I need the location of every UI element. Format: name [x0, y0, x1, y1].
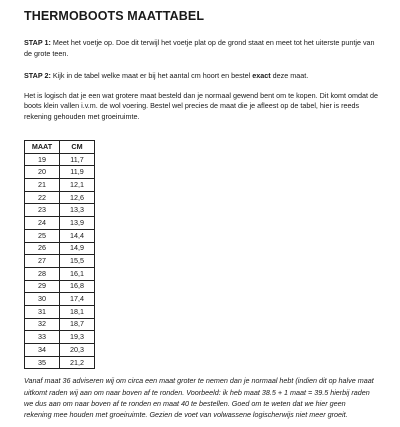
size-cell: 35 — [25, 356, 60, 369]
table-row — [25, 356, 95, 369]
table-row — [25, 293, 95, 306]
cm-cell: 12,6 — [60, 191, 95, 204]
size-cell: 29 — [25, 280, 60, 293]
step-1-text: Meet het voetje op. Doe dit terwijl het voetje plat op de grond staat en meet tot het uiterste puntje van de grote teen. — [24, 38, 375, 58]
size-cell: 26 — [25, 242, 60, 255]
table-row — [25, 204, 95, 217]
document-title: THERMOBOOTS MAATTABEL — [24, 9, 205, 23]
table-row — [25, 255, 95, 268]
table-row — [25, 318, 95, 331]
table-row — [25, 217, 95, 230]
size-cell: 25 — [25, 229, 60, 242]
table-row — [25, 267, 95, 280]
cm-cell: 12,1 — [60, 179, 95, 192]
step-2-paragraph — [24, 71, 380, 82]
cm-cell: 13,3 — [60, 204, 95, 217]
cm-cell: 15,5 — [60, 255, 95, 268]
size-table-body — [25, 153, 95, 369]
table-row — [25, 166, 95, 179]
size-cell: 21 — [25, 179, 60, 192]
table-row — [25, 344, 95, 357]
cm-cell: 16,1 — [60, 267, 95, 280]
step-2-text-before: Kijk in de tabel welke maat er bij het aantal cm hoort en bestel — [50, 71, 253, 80]
size-cell: 33 — [25, 331, 60, 344]
cm-cell: 19,3 — [60, 331, 95, 344]
table-row — [25, 305, 95, 318]
size-cell: 28 — [25, 267, 60, 280]
cm-cell: 14,4 — [60, 229, 95, 242]
table-row — [25, 331, 95, 344]
step-2-label: STAP 2: — [24, 71, 51, 80]
cm-cell: 11,7 — [60, 153, 95, 166]
size-cell: 23 — [25, 204, 60, 217]
size-table-header-row — [25, 141, 95, 154]
cm-cell: 18,7 — [60, 318, 95, 331]
size-cell: 30 — [25, 293, 60, 306]
column-header-maat: MAAT — [25, 141, 60, 154]
table-row — [25, 153, 95, 166]
size-table — [24, 140, 95, 369]
size-cell: 20 — [25, 166, 60, 179]
column-header-cm: CM — [60, 141, 95, 154]
step-1-paragraph — [24, 38, 380, 59]
table-row — [25, 191, 95, 204]
size-cell: 19 — [25, 153, 60, 166]
cm-cell: 14,9 — [60, 242, 95, 255]
cm-cell: 18,1 — [60, 305, 95, 318]
step-2-emphasis: exact — [252, 71, 271, 80]
adult-size-note: Vanaf maat 36 adviseren wij om circa een maat groter te nemen dan je normaal hebt (indien dit op halve maat uitkomt raden wij aan om naar boven af te ronden. Voorbeeld: ik heb maat 38.5 + 1 maat = 39.5 hierbij raden we dus aan om naar boven af te ronden en maat 40 te bestellen. Goed om te weten dat we hier geen rekening mee houden met groeiruimte. Gezien de voet van volwassene logischerwijs niet meer groeit. — [24, 376, 374, 419]
cm-cell: 11,9 — [60, 166, 95, 179]
size-cell: 32 — [25, 318, 60, 331]
step-2-text-after: deze maat. — [270, 71, 309, 80]
size-cell: 22 — [25, 191, 60, 204]
table-row — [25, 179, 95, 192]
explanation-paragraph: Het is logisch dat je een wat grotere maat besteld dan je normaal gewend bent om te kopen. Dit komt omdat de boots klein vallen i.v.m. de wol voering. Bestel wel precies de maat die je afleest op de tabel, hier is reeds rekening gehouden met groeiruimte. — [24, 90, 378, 121]
cm-cell: 21,2 — [60, 356, 95, 369]
table-row — [25, 229, 95, 242]
cm-cell: 17,4 — [60, 293, 95, 306]
table-row — [25, 280, 95, 293]
document-page — [24, 8, 380, 420]
table-row — [25, 242, 95, 255]
cm-cell: 13,9 — [60, 217, 95, 230]
size-cell: 31 — [25, 305, 60, 318]
cm-cell: 16,8 — [60, 280, 95, 293]
size-cell: 24 — [25, 217, 60, 230]
size-cell: 27 — [25, 255, 60, 268]
step-1-label: STAP 1: — [24, 38, 51, 47]
cm-cell: 20,3 — [60, 344, 95, 357]
size-cell: 34 — [25, 344, 60, 357]
